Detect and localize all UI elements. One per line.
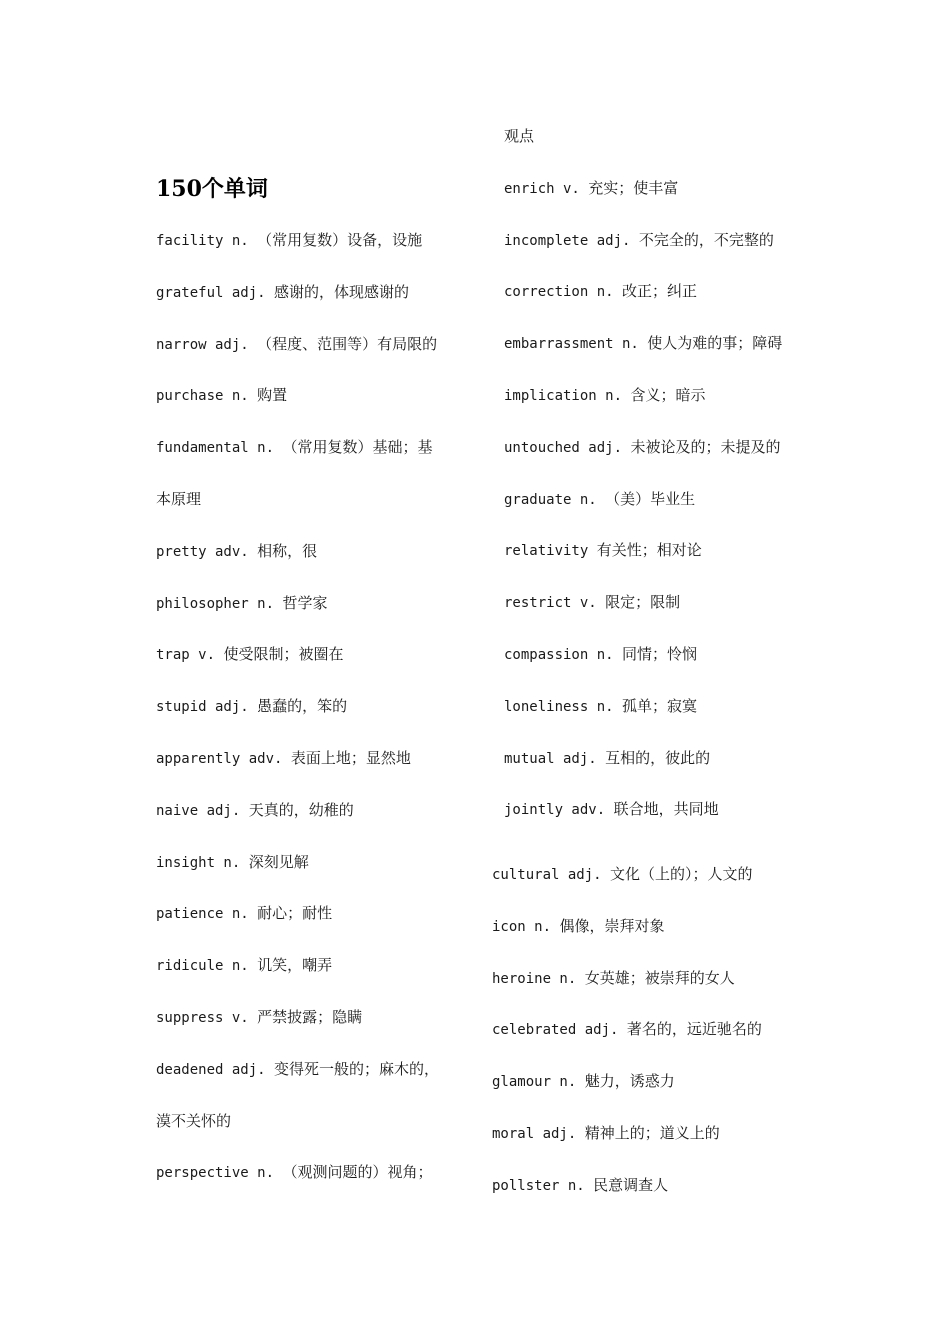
entry-meaning: （常用复数）基础；基 — [282, 438, 433, 456]
entry-word: incomplete adj. — [504, 233, 631, 249]
entry-meaning: 讥笑，嘲弄 — [257, 956, 333, 974]
entry-meaning: 联合地，共同地 — [613, 800, 719, 818]
page-title: 150个单词 — [156, 176, 268, 202]
entry-meaning: （常用复数）设备，设施 — [257, 231, 423, 249]
entry-separator — [249, 544, 257, 560]
entry-word: suppress v. — [156, 1010, 249, 1026]
vocab-entry — [504, 330, 782, 356]
entry-separator — [240, 855, 248, 871]
entry-meaning: 相称，很 — [257, 542, 318, 560]
vocab-entry — [492, 913, 664, 939]
entry-word: naive adj. — [156, 803, 241, 819]
vocab-entry — [504, 589, 680, 615]
vocab-entry — [504, 693, 697, 719]
entry-meaning: 哲学家 — [282, 594, 328, 612]
entry-meaning: 孤单；寂寞 — [622, 697, 698, 715]
entry-meaning: （观测问题的）视角； — [282, 1163, 433, 1181]
entry-separator — [249, 906, 257, 922]
vocab-entry — [156, 227, 422, 253]
entry-meaning: （程度、范围等）有局限的 — [257, 335, 438, 353]
vocab-entry — [156, 900, 332, 926]
entry-word: deadened adj. — [156, 1062, 266, 1078]
entry-separator — [266, 1062, 274, 1078]
entry-separator — [597, 492, 605, 508]
entry-meaning: 深刻见解 — [248, 853, 309, 871]
entry-word: icon n. — [492, 919, 552, 935]
entry-word: restrict v. — [504, 595, 597, 611]
entry-separator — [240, 803, 248, 819]
entry-word: untouched adj. — [504, 440, 623, 456]
entry-word: stupid adj. — [156, 699, 249, 715]
entry-meaning: 耐心；耐性 — [257, 904, 333, 922]
vocab-entry — [492, 1172, 668, 1198]
entry-word: celebrated adj. — [492, 1022, 619, 1038]
entry-meaning: 表面上地；显然地 — [290, 749, 411, 767]
vocab-entry — [504, 537, 702, 563]
entry-meaning: 精神上的；道义上的 — [584, 1124, 720, 1142]
entry-separator — [597, 751, 605, 767]
vocab-entry — [156, 849, 309, 875]
entry-meaning: 文化（上的）；人文的 — [610, 865, 753, 883]
entry-meaning: 著名的，远近驰名的 — [626, 1020, 762, 1038]
entry-separator — [605, 802, 613, 818]
entry-separator — [597, 595, 605, 611]
entry-separator — [249, 958, 257, 974]
entry-meaning: 含义；暗示 — [630, 386, 706, 404]
vocab-entry — [504, 486, 695, 512]
entry-separator — [282, 751, 290, 767]
entry-meaning: 不完全的，不完整的 — [638, 231, 774, 249]
entry-meaning: 限定；限制 — [605, 593, 681, 611]
entry-separator — [630, 233, 638, 249]
entry-meaning: 使人为难的事；障碍 — [647, 334, 783, 352]
vocab-entry — [156, 538, 317, 564]
entry-word: embarrassment n. — [504, 336, 639, 352]
vocab-entry — [156, 382, 287, 408]
vocab-entry — [156, 1159, 432, 1185]
entry-word: relativity — [504, 543, 589, 559]
entry-word: loneliness n. — [504, 699, 614, 715]
entry-meaning: 天真的，幼稚的 — [248, 801, 354, 819]
vocab-entry — [504, 796, 719, 822]
vocab-entry — [156, 797, 354, 823]
entry-continuation: 本原理 — [156, 490, 202, 508]
entry-word: facility n. — [156, 233, 249, 249]
entry-continuation: 观点 — [504, 127, 535, 145]
vocab-entry — [156, 279, 409, 305]
entry-word: philosopher n. — [156, 596, 275, 612]
entry-word: insight n. — [156, 855, 241, 871]
vocab-entry — [156, 745, 411, 771]
entry-continuation: 漠不关怀的 — [156, 1112, 232, 1130]
entry-word: mutual adj. — [504, 751, 597, 767]
entry-meaning: 购置 — [257, 386, 288, 404]
vocab-entry — [492, 1068, 675, 1094]
entry-separator — [614, 699, 622, 715]
entry-meaning: 严禁披露；隐瞒 — [257, 1008, 363, 1026]
vocab-entry — [492, 965, 735, 991]
entry-separator — [588, 543, 596, 559]
entry-meaning: 互相的，彼此的 — [605, 749, 711, 767]
entry-separator — [249, 388, 257, 404]
entry-word: glamour n. — [492, 1074, 577, 1090]
entry-meaning: 变得死一般的；麻木的， — [274, 1060, 440, 1078]
entry-word: patience n. — [156, 906, 249, 922]
entry-word: narrow adj. — [156, 337, 249, 353]
entry-separator — [576, 971, 584, 987]
vocab-entry — [156, 952, 332, 978]
entry-meaning: 女英雄；被崇拜的女人 — [584, 969, 735, 987]
entry-separator — [266, 285, 274, 301]
vocab-entry — [504, 434, 780, 460]
vocab-entry — [156, 434, 432, 460]
entry-word: fundamental n. — [156, 440, 275, 456]
vocab-entry — [504, 278, 697, 304]
vocab-entry — [504, 227, 774, 253]
entry-separator — [249, 233, 257, 249]
vocab-entry — [156, 693, 347, 719]
vocab-entry — [492, 861, 753, 887]
entry-meaning: 未被论及的；未提及的 — [630, 438, 781, 456]
entry-word: enrich v. — [504, 181, 580, 197]
entry-separator — [602, 867, 610, 883]
entry-meaning: 同情；怜悯 — [622, 645, 698, 663]
entry-word: pretty adv. — [156, 544, 249, 560]
entry-word: perspective n. — [156, 1165, 275, 1181]
entry-word: purchase n. — [156, 388, 249, 404]
vocab-entry — [156, 1056, 439, 1082]
vocab-entry — [156, 590, 327, 616]
entry-meaning: 充实；使丰富 — [588, 179, 679, 197]
entry-separator — [618, 1022, 626, 1038]
vocab-entry — [492, 1016, 762, 1042]
entry-word: moral adj. — [492, 1126, 577, 1142]
entry-separator — [576, 1126, 584, 1142]
entry-separator — [614, 647, 622, 663]
entry-meaning: 愚蠢的，笨的 — [257, 697, 348, 715]
vocab-entry — [504, 382, 705, 408]
entry-word: implication n. — [504, 388, 623, 404]
entry-separator — [614, 284, 622, 300]
entry-meaning: （美）毕业生 — [605, 490, 696, 508]
entry-word: graduate n. — [504, 492, 597, 508]
entry-word: heroine n. — [492, 971, 577, 987]
vocab-entry — [156, 331, 437, 357]
entry-meaning: 民意调查人 — [593, 1176, 669, 1194]
entry-meaning: 使受限制；被圈在 — [223, 645, 344, 663]
entry-meaning: 改正；纠正 — [622, 282, 698, 300]
entry-meaning: 魅力，诱惑力 — [584, 1072, 675, 1090]
entry-separator — [249, 699, 257, 715]
vocab-entry — [504, 175, 678, 201]
entry-meaning: 感谢的，体现感谢的 — [274, 283, 410, 301]
vocab-entry — [504, 641, 697, 667]
vocab-entry — [156, 641, 343, 667]
entry-separator — [249, 337, 257, 353]
entry-word: trap v. — [156, 647, 216, 663]
vocab-entry — [492, 1120, 720, 1146]
entry-separator — [249, 1010, 257, 1026]
entry-word: apparently adv. — [156, 751, 283, 767]
entry-word: cultural adj. — [492, 867, 602, 883]
entry-separator — [576, 1074, 584, 1090]
entry-word: jointly adv. — [504, 802, 606, 818]
entry-word: pollster n. — [492, 1178, 585, 1194]
entry-meaning: 有关性；相对论 — [596, 541, 702, 559]
entry-word: compassion n. — [504, 647, 614, 663]
entry-separator — [585, 1178, 593, 1194]
entry-meaning: 偶像，崇拜对象 — [559, 917, 665, 935]
vocab-entry — [156, 1004, 362, 1030]
vocab-entry — [504, 745, 710, 771]
entry-word: ridicule n. — [156, 958, 249, 974]
entry-word: grateful adj. — [156, 285, 266, 301]
entry-word: correction n. — [504, 284, 614, 300]
